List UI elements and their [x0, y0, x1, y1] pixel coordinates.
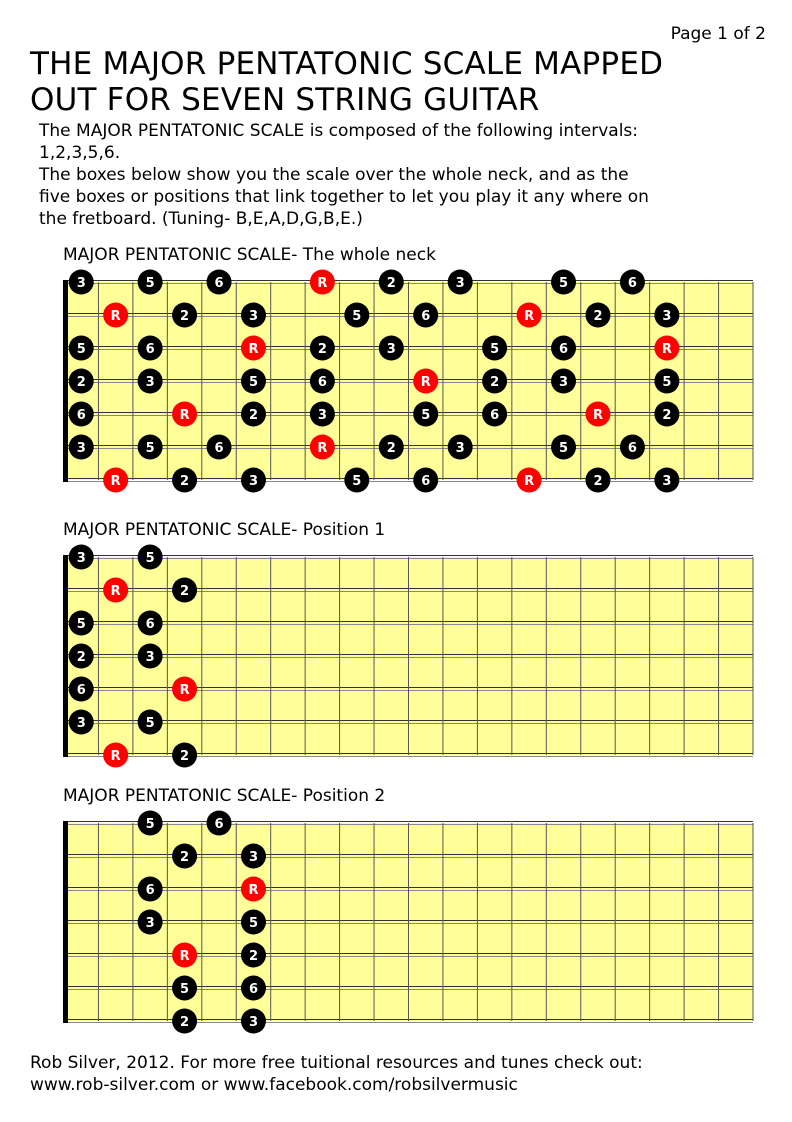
- scale-note-dot: [413, 303, 438, 328]
- root-note-dot: [654, 336, 679, 361]
- intro-line: 1,2,3,5,6.: [39, 143, 121, 163]
- note-label: 5: [145, 551, 155, 566]
- note-label: 6: [76, 683, 86, 698]
- scale-note-dot: [241, 402, 266, 427]
- scale-note-dot: [172, 578, 197, 603]
- scale-note-dot: [207, 811, 232, 836]
- nut: [63, 280, 68, 482]
- scale-note-dot: [482, 336, 507, 361]
- footer-line: Rob Silver, 2012. For more free tuitional resources and tunes check out:: [30, 1053, 643, 1073]
- note-label: 3: [248, 474, 258, 489]
- note-label: R: [661, 342, 672, 357]
- note-label: 5: [76, 617, 86, 632]
- note-label: 5: [145, 276, 155, 291]
- note-label: 2: [248, 408, 258, 423]
- note-label: 5: [76, 342, 86, 357]
- note-label: R: [317, 276, 328, 291]
- scale-note-dot: [69, 402, 94, 427]
- note-label: 6: [76, 408, 86, 423]
- note-label: 3: [662, 474, 672, 489]
- scale-note-dot: [138, 710, 163, 735]
- fretboard-position-1: [0, 539, 792, 769]
- note-label: 6: [627, 276, 637, 291]
- note-label: 5: [248, 375, 258, 390]
- root-note-dot: [172, 943, 197, 968]
- scale-note-dot: [69, 545, 94, 570]
- diagram-title-whole-neck: MAJOR PENTATONIC SCALE- The whole neck: [63, 245, 436, 265]
- scale-note-dot: [448, 270, 473, 295]
- intro-text: [39, 120, 759, 230]
- note-label: R: [110, 474, 121, 489]
- note-label: R: [179, 683, 190, 698]
- scale-note-dot: [207, 435, 232, 460]
- scale-note-dot: [138, 336, 163, 361]
- scale-note-dot: [379, 435, 404, 460]
- note-label: 6: [248, 982, 258, 997]
- scale-note-dot: [482, 369, 507, 394]
- note-label: 5: [490, 342, 500, 357]
- note-label: R: [592, 408, 603, 423]
- scale-note-dot: [310, 402, 335, 427]
- scale-note-dot: [69, 270, 94, 295]
- note-label: 5: [662, 375, 672, 390]
- scale-note-dot: [69, 336, 94, 361]
- note-label: 6: [145, 342, 155, 357]
- scale-note-dot: [138, 545, 163, 570]
- note-label: 3: [248, 850, 258, 865]
- note-label: 5: [352, 309, 362, 324]
- note-label: R: [248, 342, 259, 357]
- note-label: 2: [76, 375, 86, 390]
- note-label: 2: [386, 276, 396, 291]
- scale-note-dot: [69, 435, 94, 460]
- scale-note-dot: [69, 369, 94, 394]
- footer: [30, 1052, 643, 1096]
- note-label: R: [110, 584, 121, 599]
- note-label: 5: [248, 916, 258, 931]
- note-label: 2: [248, 949, 258, 964]
- note-label: 6: [421, 309, 431, 324]
- note-label: 5: [421, 408, 431, 423]
- scale-note-dot: [138, 877, 163, 902]
- root-note-dot: [310, 435, 335, 460]
- scale-note-dot: [413, 468, 438, 493]
- scale-note-dot: [69, 710, 94, 735]
- note-label: 2: [180, 309, 190, 324]
- note-label: 5: [145, 716, 155, 731]
- scale-note-dot: [241, 910, 266, 935]
- note-label: 5: [559, 441, 569, 456]
- scale-note-dot: [620, 435, 645, 460]
- note-label: 2: [180, 474, 190, 489]
- note-label: 2: [180, 749, 190, 764]
- scale-note-dot: [551, 336, 576, 361]
- scale-note-dot: [69, 677, 94, 702]
- note-label: 6: [559, 342, 569, 357]
- note-label: 3: [317, 408, 327, 423]
- scale-note-dot: [138, 611, 163, 636]
- scale-note-dot: [241, 1009, 266, 1034]
- note-label: R: [317, 441, 328, 456]
- note-label: R: [179, 408, 190, 423]
- title-line-2: OUT FOR SEVEN STRING GUITAR: [30, 82, 540, 118]
- note-label: R: [110, 309, 121, 324]
- note-label: R: [248, 883, 259, 898]
- scale-note-dot: [654, 369, 679, 394]
- note-label: 3: [76, 441, 86, 456]
- root-note-dot: [103, 743, 128, 768]
- scale-note-dot: [448, 435, 473, 460]
- scale-note-dot: [207, 270, 232, 295]
- scale-note-dot: [413, 402, 438, 427]
- nut: [63, 555, 68, 757]
- note-label: 6: [214, 276, 224, 291]
- note-label: R: [179, 949, 190, 964]
- scale-note-dot: [585, 468, 610, 493]
- note-label: 5: [559, 276, 569, 291]
- scale-note-dot: [138, 369, 163, 394]
- note-label: 3: [145, 916, 155, 931]
- note-label: 3: [76, 716, 86, 731]
- intro-line: the fretboard. (Tuning- B,E,A,D,G,B,E.): [39, 209, 363, 229]
- note-label: 3: [76, 276, 86, 291]
- scale-note-dot: [172, 743, 197, 768]
- note-label: 2: [180, 850, 190, 865]
- scale-note-dot: [172, 468, 197, 493]
- root-note-dot: [585, 402, 610, 427]
- page-number: Page 1 of 2: [670, 24, 766, 44]
- scale-note-dot: [310, 336, 335, 361]
- scale-note-dot: [172, 1009, 197, 1034]
- note-label: 2: [662, 408, 672, 423]
- root-note-dot: [241, 877, 266, 902]
- scale-note-dot: [551, 369, 576, 394]
- root-note-dot: [172, 402, 197, 427]
- note-label: 6: [145, 617, 155, 632]
- scale-note-dot: [344, 468, 369, 493]
- intro-line: The MAJOR PENTATONIC SCALE is composed of the following intervals:: [39, 121, 639, 141]
- scale-note-dot: [620, 270, 645, 295]
- scale-note-dot: [138, 435, 163, 460]
- note-label: 6: [214, 817, 224, 832]
- note-label: 3: [662, 309, 672, 324]
- note-label: 6: [317, 375, 327, 390]
- scale-note-dot: [379, 270, 404, 295]
- scale-note-dot: [241, 844, 266, 869]
- scale-note-dot: [241, 369, 266, 394]
- note-label: R: [524, 474, 535, 489]
- scale-note-dot: [172, 303, 197, 328]
- scale-note-dot: [379, 336, 404, 361]
- note-label: R: [420, 375, 431, 390]
- scale-note-dot: [654, 303, 679, 328]
- diagram-title-position-2: MAJOR PENTATONIC SCALE- Position 2: [63, 786, 386, 806]
- scale-note-dot: [69, 644, 94, 669]
- note-label: 2: [593, 474, 603, 489]
- scale-note-dot: [241, 943, 266, 968]
- note-label: 6: [145, 883, 155, 898]
- diagram-title-position-1: MAJOR PENTATONIC SCALE- Position 1: [63, 520, 386, 540]
- intro-line: The boxes below show you the scale over the whole neck, and as the: [39, 165, 629, 185]
- root-note-dot: [241, 336, 266, 361]
- note-label: 3: [559, 375, 569, 390]
- note-label: 3: [386, 342, 396, 357]
- root-note-dot: [103, 303, 128, 328]
- note-label: 2: [76, 650, 86, 665]
- scale-note-dot: [138, 811, 163, 836]
- root-note-dot: [413, 369, 438, 394]
- note-label: 2: [386, 441, 396, 456]
- scale-note-dot: [172, 844, 197, 869]
- scale-note-dot: [138, 644, 163, 669]
- scale-note-dot: [551, 435, 576, 460]
- note-label: 3: [455, 441, 465, 456]
- scale-note-dot: [241, 468, 266, 493]
- note-label: 6: [214, 441, 224, 456]
- note-label: 3: [76, 551, 86, 566]
- scale-note-dot: [138, 270, 163, 295]
- fretboard-whole-neck: [0, 264, 792, 494]
- note-label: 3: [455, 276, 465, 291]
- title-line-1: THE MAJOR PENTATONIC SCALE MAPPED: [30, 46, 664, 82]
- root-note-dot: [103, 578, 128, 603]
- scale-note-dot: [654, 468, 679, 493]
- note-label: 5: [352, 474, 362, 489]
- scale-note-dot: [310, 369, 335, 394]
- intro-line: five boxes or positions that link together to let you play it any where on: [39, 187, 649, 207]
- scale-note-dot: [585, 303, 610, 328]
- note-label: 6: [421, 474, 431, 489]
- scale-note-dot: [241, 976, 266, 1001]
- fretboard-position-2: [0, 805, 792, 1035]
- root-note-dot: [517, 303, 542, 328]
- root-note-dot: [310, 270, 335, 295]
- root-note-dot: [517, 468, 542, 493]
- page-title: [30, 46, 663, 118]
- note-label: 3: [145, 375, 155, 390]
- scale-note-dot: [344, 303, 369, 328]
- footer-line: www.rob-silver.com or www.facebook.com/robsilvermusic: [30, 1075, 518, 1095]
- note-label: 3: [248, 309, 258, 324]
- scale-note-dot: [241, 303, 266, 328]
- note-label: 2: [180, 584, 190, 599]
- note-label: R: [110, 749, 121, 764]
- note-label: 5: [145, 441, 155, 456]
- nut: [63, 821, 68, 1023]
- note-label: 5: [145, 817, 155, 832]
- note-label: 2: [180, 1015, 190, 1030]
- note-label: 6: [627, 441, 637, 456]
- note-label: 6: [490, 408, 500, 423]
- scale-note-dot: [138, 910, 163, 935]
- note-label: 3: [145, 650, 155, 665]
- root-note-dot: [103, 468, 128, 493]
- scale-note-dot: [482, 402, 507, 427]
- scale-note-dot: [551, 270, 576, 295]
- root-note-dot: [172, 677, 197, 702]
- note-label: 5: [180, 982, 190, 997]
- scale-note-dot: [654, 402, 679, 427]
- note-label: 2: [490, 375, 500, 390]
- note-label: 2: [317, 342, 327, 357]
- scale-note-dot: [172, 976, 197, 1001]
- note-label: R: [524, 309, 535, 324]
- scale-note-dot: [69, 611, 94, 636]
- note-label: 3: [248, 1015, 258, 1030]
- note-label: 2: [593, 309, 603, 324]
